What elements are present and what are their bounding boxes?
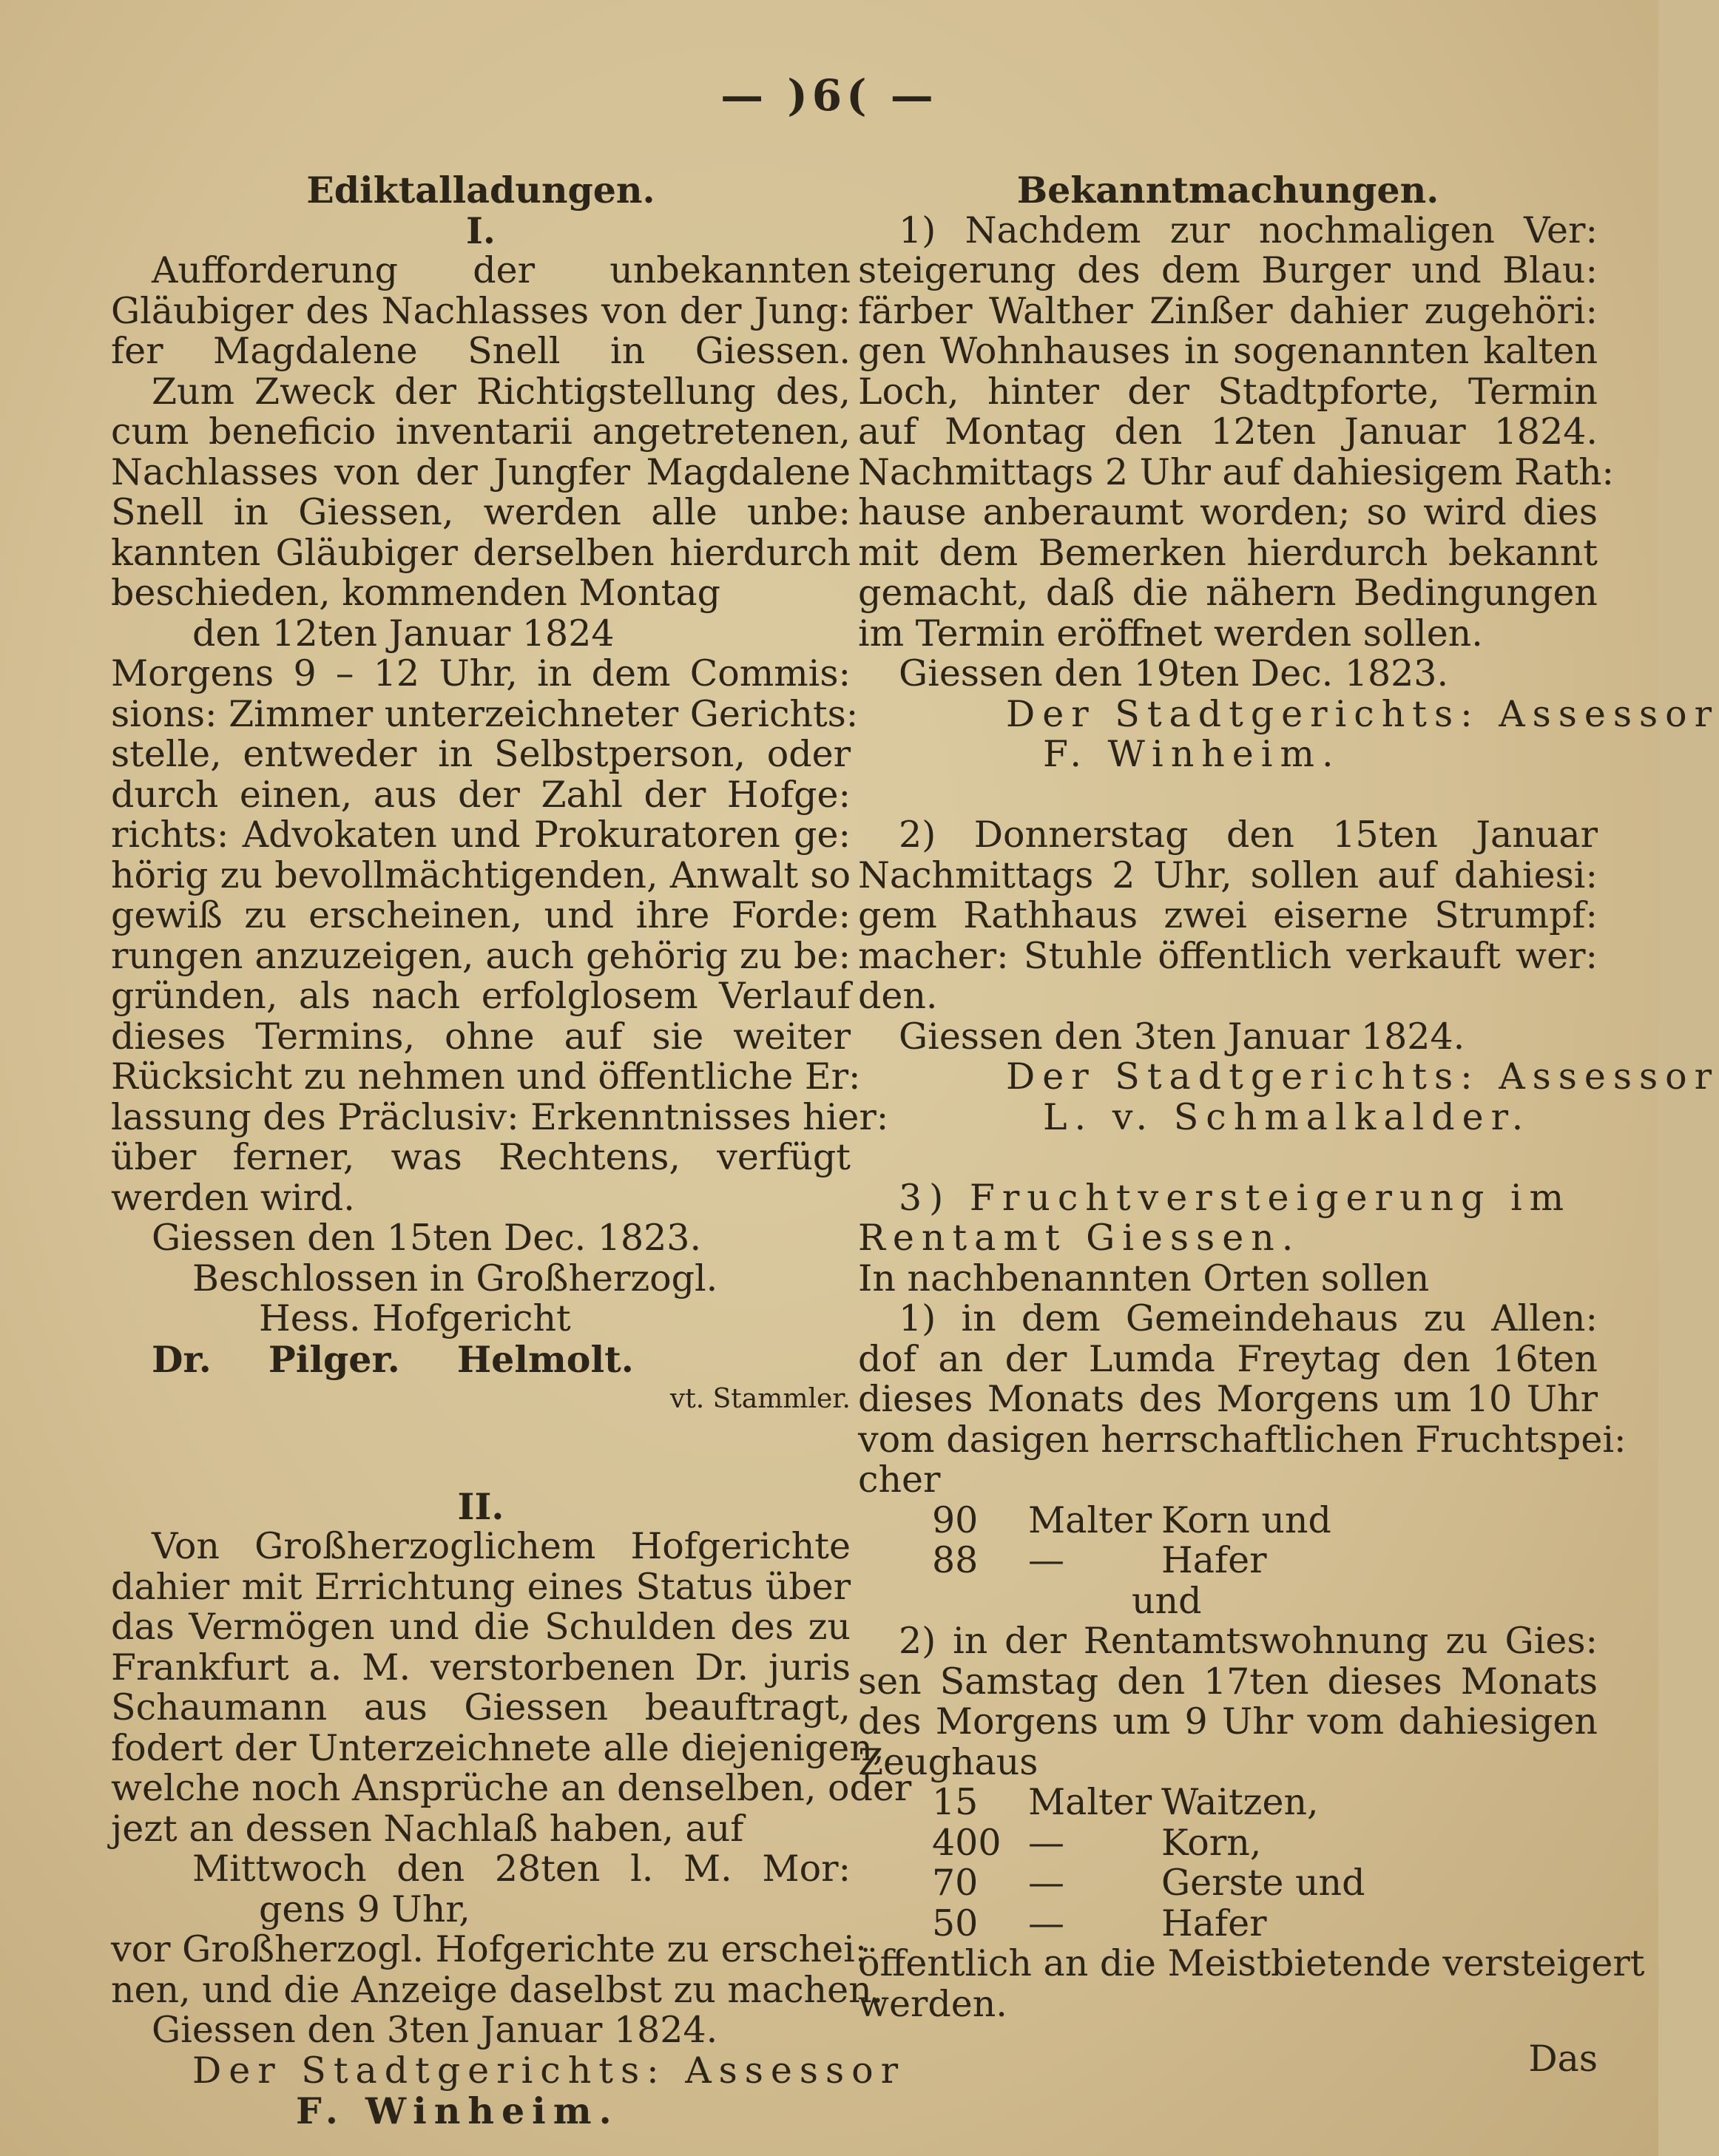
- text-line: dof an der Lumda Freytag den 16ten: [858, 1337, 1598, 1380]
- text-line: gründen, als nach erfolglosem Verlauf: [111, 975, 851, 1017]
- text-line: lassung des Präclusiv: Erkenntnisses hier:: [111, 1095, 889, 1138]
- text-line: vor Großherzogl. Hofgerichte zu erschei:: [111, 1928, 868, 1970]
- text-line: gen Wohnhauses in sogenannten kalten: [858, 330, 1598, 372]
- goods-qty: 15: [932, 1781, 979, 1823]
- notice-3-title: Rentamt Giessen.: [858, 1217, 1301, 1259]
- signature-line: Hess. Hofgericht: [259, 1297, 571, 1339]
- goods-row: [858, 1863, 1598, 1904]
- text-line: 1) Nachdem zur nochmaligen Ver:: [899, 209, 1598, 251]
- text-line: beschieden, kommenden Montag: [111, 572, 720, 614]
- notice-3-title: 3) Fruchtversteigerung im: [899, 1176, 1572, 1219]
- text-line: Schaumann aus Giessen beauftragt,: [111, 1686, 851, 1728]
- text-line: welche noch Ansprüche an denselben, oder: [111, 1767, 912, 1809]
- goods-unit: Malter: [1028, 1498, 1152, 1541]
- text-line: Nachmittags 2 Uhr, sollen auf dahiesi:: [858, 854, 1598, 896]
- closing-line: werden.: [858, 1982, 1007, 2025]
- text-line: Der Stadtgerichts: Assessor: [192, 2049, 906, 2092]
- text-line: L. v. Schmalkalder.: [1043, 1095, 1531, 1138]
- goods-item: Gerste und: [1161, 1862, 1365, 1904]
- text-line: Giessen den 19ten Dec. 1823.: [899, 652, 1449, 695]
- goods-qty: 50: [932, 1902, 979, 1944]
- ediktal-1-date: Giessen den 15ten Dec. 1823.: [152, 1217, 702, 1259]
- notice-2-body: [858, 814, 1719, 1138]
- text-line: dieses Termins, ohne auf sie weiter: [111, 1015, 851, 1058]
- goods-list-2: [858, 1782, 1598, 1944]
- text-line: Mittwoch den 28ten l. M. Mor:: [192, 1848, 851, 1890]
- text-line: auf Montag den 12ten Januar 1824.: [858, 410, 1598, 453]
- notice-3-item-2: [858, 1621, 1598, 1782]
- goods-und: und: [1132, 1579, 1202, 1622]
- text-line: im Termin eröffnet werden sollen.: [858, 612, 1483, 655]
- goods-unit: —: [1028, 1821, 1064, 1864]
- text-line: cum beneficio inventarii angetretenen,: [111, 410, 851, 453]
- text-line: gemacht, daß die nähern Bedingungen: [858, 572, 1598, 614]
- goods-qty: 400: [932, 1821, 1002, 1864]
- text-line: Rücksicht zu nehmen und öffentliche Er:: [111, 1055, 861, 1098]
- text-line: den 12ten Januar 1824: [192, 612, 615, 655]
- goods-qty: 70: [932, 1862, 979, 1904]
- text-line: hause anberaumt worden; so wird dies: [858, 491, 1598, 533]
- text-line: Von Großherzoglichem Hofgerichte: [152, 1525, 851, 1567]
- text-line: vom dasigen herrschaftlichen Fruchtspei:: [858, 1418, 1627, 1461]
- text-line: Nachlasses von der Jungfer Magdalene: [111, 450, 851, 493]
- text-line: rungen anzuzeigen, auch gehörig zu be:: [111, 934, 851, 977]
- text-line: Nachmittags 2 Uhr auf dahiesigem Rath:: [858, 450, 1615, 493]
- text-line: hörig zu bevollmächtigenden, Anwalt so: [111, 854, 851, 896]
- text-line: nen, und die Anzeige daselbst zu machen.: [111, 1968, 884, 2011]
- text-line: fodert der Unterzeichnete alle diejenigen,: [111, 1726, 885, 1769]
- text-line: Gläubiger des Nachlasses von der Jung:: [111, 289, 851, 332]
- text-line: kannten Gläubiger derselben hierdurch: [111, 531, 851, 574]
- text-line: stelle, entweder in Selbstperson, oder: [111, 733, 851, 775]
- text-line: dieses Monats des Morgens um 10 Uhr: [858, 1378, 1598, 1420]
- closing-line: öffentlich an die Meistbietende versteigert: [858, 1942, 1645, 1984]
- goods-item: Waitzen,: [1161, 1781, 1319, 1823]
- text-line: F. Winheim.: [1043, 733, 1341, 775]
- goods-row: [858, 1498, 1598, 1541]
- signature-names: Dr. Pilger. Helmolt.: [152, 1337, 634, 1381]
- goods-item: Korn und: [1161, 1498, 1331, 1541]
- text-line: dahier mit Errichtung eines Status über: [111, 1565, 851, 1608]
- ediktal-2-body: [111, 1525, 912, 2132]
- text-line: Frankfurt a. M. verstorbenen Dr. juris: [111, 1646, 851, 1689]
- text-line: gewiß zu erscheinen, und ihre Forde:: [111, 894, 851, 936]
- notice-3-intro: In nachbenannten Orten sollen: [858, 1257, 1430, 1300]
- ediktal-1-body: [111, 249, 889, 1219]
- goods-item: Hafer: [1161, 1539, 1267, 1581]
- text-line: Morgens 9 – 12 Uhr, in dem Commis:: [111, 652, 851, 695]
- text-line: sions: Zimmer unterzeichneter Gerichts:: [111, 692, 859, 735]
- text-line: über ferner, was Rechtens, verfügt: [111, 1136, 851, 1178]
- text-line: gem Rathhaus zwei eiserne Strumpf:: [858, 894, 1598, 936]
- text-line: sen Samstag den 17ten dieses Monats: [858, 1660, 1598, 1703]
- section-numeral-1: I.: [466, 209, 496, 252]
- text-line: färber Walther Zinßer dahier zugehöri:: [858, 289, 1598, 332]
- text-line: das Vermögen und die Schulden des zu: [111, 1606, 851, 1648]
- text-line: gens 9 Uhr,: [259, 1888, 470, 1930]
- goods-row: [858, 1823, 1598, 1864]
- notice-1-body: [858, 209, 1719, 775]
- right-column: [858, 169, 1719, 2080]
- text-line: F. Winheim.: [296, 2089, 619, 2132]
- text-line: werden wird.: [111, 1176, 355, 1219]
- text-line: Der Stadtgerichts: Assessor: [1006, 692, 1719, 735]
- text-line: Der Stadtgerichts: Assessor: [1006, 1055, 1719, 1098]
- text-line: Zum Zweck der Richtigstellung des,: [152, 370, 851, 413]
- text-line: steigerung des dem Burger und Blau:: [858, 249, 1598, 291]
- goods-unit: —: [1028, 1862, 1064, 1904]
- goods-unit: —: [1028, 1539, 1064, 1581]
- text-line: den.: [858, 975, 938, 1017]
- goods-qty: 88: [932, 1539, 979, 1581]
- text-line: durch einen, aus der Zahl der Hofge:: [111, 773, 851, 816]
- goods-item: Korn,: [1161, 1821, 1262, 1864]
- goods-unit: Malter: [1028, 1781, 1152, 1823]
- text-line: jezt an dessen Nachlaß haben, auf: [111, 1807, 744, 1850]
- goods-row: [858, 1904, 1598, 1944]
- goods-qty: 90: [932, 1498, 979, 1541]
- text-line: macher: Stuhle öffentlich verkauft wer:: [858, 934, 1598, 977]
- text-line: Giessen den 3ten Januar 1824.: [899, 1015, 1465, 1058]
- text-line: Aufforderung der unbekannten: [152, 249, 851, 291]
- signature-line: vt. Stammler.: [669, 1384, 851, 1414]
- goods-row: [858, 1782, 1598, 1823]
- text-line: 2) Donnerstag den 15ten Januar: [899, 814, 1598, 856]
- left-column: [111, 169, 912, 2132]
- text-line: Zeughaus: [858, 1740, 1039, 1783]
- notice-3-item-1: [858, 1297, 1627, 1501]
- catchword: Das: [1528, 2038, 1598, 2080]
- text-line: mit dem Bemerken hierdurch bekannt: [858, 531, 1598, 574]
- goods-item: Hafer: [1161, 1902, 1267, 1944]
- goods-row: [858, 1541, 1598, 1581]
- text-line: cher: [858, 1459, 941, 1501]
- text-line: des Morgens um 9 Uhr vom dahiesigen: [858, 1700, 1598, 1743]
- text-line: Snell in Giessen, werden alle unbe:: [111, 491, 851, 533]
- goods-list-1: [858, 1498, 1598, 1581]
- section-heading-bekanntmachungen: Bekanntmachungen.: [1016, 169, 1439, 212]
- text-line: Giessen den 3ten Januar 1824.: [152, 2009, 718, 2051]
- section-heading-ediktalladungen: Ediktalladungen.: [306, 169, 655, 212]
- section-numeral-2: II.: [457, 1484, 504, 1528]
- text-line: Loch, hinter der Stadtpforte, Termin: [858, 370, 1598, 413]
- text-line: fer Magdalene Snell in Giessen.: [111, 330, 851, 372]
- text-line: 2) in der Rentamtswohnung zu Gies:: [899, 1620, 1598, 1662]
- signature-line: Beschlossen in Großherzogl.: [192, 1257, 718, 1300]
- text-line: richts: Advokaten und Prokuratoren ge:: [111, 814, 851, 856]
- text-line: 1) in dem Gemeindehaus zu Allen:: [899, 1297, 1598, 1339]
- page-number: — )6( —: [720, 70, 938, 121]
- goods-unit: —: [1028, 1902, 1064, 1944]
